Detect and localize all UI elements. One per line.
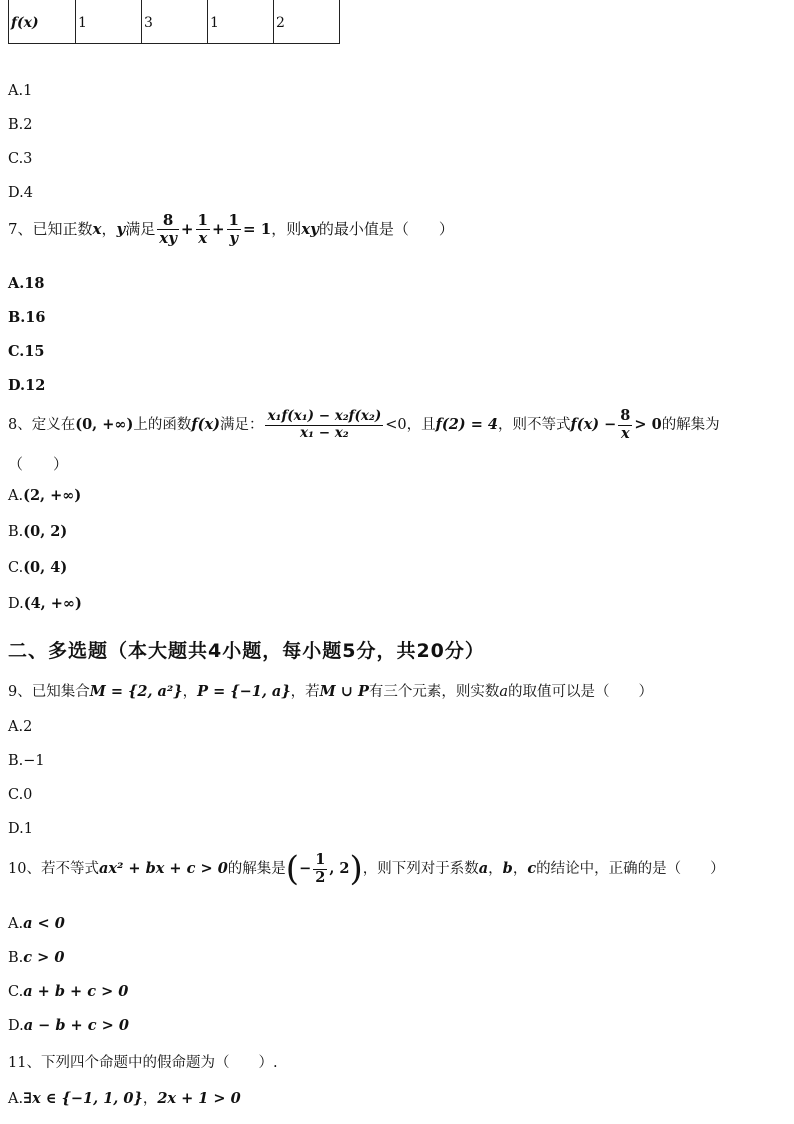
q10-text: ，则下列对于系数 — [362, 861, 479, 878]
q11-option-math: 2x + 1 > 0 — [157, 1090, 241, 1107]
q8-option-label: D. — [8, 596, 24, 612]
q8-option-b — [8, 523, 67, 540]
q8-fx: f(x) — [191, 416, 220, 434]
q7-frac-num: 1 — [228, 211, 239, 229]
q10-option-value: c > 0 — [23, 949, 65, 966]
q7-text: ，则 — [271, 219, 302, 238]
q10-option-value: a < 0 — [23, 915, 65, 932]
q8-fraction-2 — [618, 408, 632, 442]
q9-text: 9、已知集合 — [8, 684, 90, 700]
q11-option-label: A. — [8, 1091, 24, 1107]
q9-text: ， — [182, 684, 198, 700]
q8-option-label: A. — [8, 488, 24, 504]
q7-fraction — [227, 212, 241, 248]
q10-option-label: C. — [8, 984, 24, 1000]
q9-option-c: C.0 — [8, 787, 33, 803]
q8-option-label: C. — [8, 560, 24, 576]
q8-text: <0，且 — [385, 417, 436, 434]
q9-union: M ∪ P — [319, 683, 369, 700]
q8-option-d — [8, 595, 82, 612]
q7-text: ， — [101, 219, 117, 238]
q7-text: 满足 — [125, 219, 156, 238]
q9-set-p: P = {−1, a} — [197, 683, 291, 700]
q10-option-c — [8, 983, 128, 1000]
q10-var-a: a — [478, 860, 489, 878]
table-cell: 2 — [274, 0, 340, 44]
q7-option-c: C.15 — [8, 343, 45, 360]
q7-frac-den: xy — [159, 229, 177, 248]
q7-fraction — [157, 212, 179, 248]
q7-plus: + — [180, 219, 194, 238]
q9-var-a: a — [499, 684, 509, 700]
q9-text: ，若 — [290, 684, 320, 700]
q8-fraction — [265, 409, 383, 441]
q8-option-value: (4, +∞) — [23, 595, 82, 612]
q8-option-value: (0, 2) — [23, 523, 68, 540]
q9-option-d: D.1 — [8, 821, 33, 837]
q8-paren-line: （ ） — [8, 455, 69, 473]
q7-text: 7、已知正数 — [8, 219, 93, 238]
q8-option-a — [8, 487, 81, 504]
q10-minus: − — [299, 860, 312, 878]
q7-plus: + — [211, 219, 225, 238]
question-9-stem — [8, 680, 653, 701]
q9-text: 有三个元素，则实数 — [368, 684, 500, 700]
q10-var-c: c — [527, 860, 537, 878]
question-7-stem — [8, 212, 454, 248]
q7-frac-den: y — [229, 229, 239, 248]
q7-var-x: x — [92, 219, 102, 238]
q7-frac-num: 1 — [197, 211, 208, 229]
table-cell: f(x) — [9, 0, 76, 44]
q8-text: 的解集为 — [661, 417, 720, 434]
table-cell: 1 — [76, 0, 142, 44]
q6-option-a: A.1 — [8, 83, 33, 99]
q10-frac-num: 1 — [315, 851, 326, 868]
question-11-stem: 11、下列四个命题中的假命题为（ ）. — [8, 1055, 278, 1071]
q10-text: 的解集是 — [227, 861, 286, 878]
q8-text: 8、定义在 — [8, 417, 76, 434]
q10-option-value: a + b + c > 0 — [23, 983, 129, 1000]
q8-text: ，则不等式 — [497, 417, 571, 434]
q7-var-y: y — [116, 219, 126, 238]
q7-option-a: A.18 — [8, 275, 45, 292]
q8-ineq: > 0 — [634, 416, 662, 434]
q11-option-a — [8, 1087, 241, 1108]
section-heading: 二、多选题（本大题共4小题，每小题5分，共20分） — [8, 640, 485, 662]
q8-frac-num: x₁f(x₁) − x₂f(x₂) — [267, 408, 382, 425]
table-cell: 3 — [142, 0, 208, 44]
question-10-stem — [8, 849, 725, 890]
q10-fraction — [313, 852, 327, 886]
q7-frac-den: x — [198, 229, 208, 248]
q8-option-label: B. — [8, 524, 24, 540]
q9-set-m: M = {2, a²} — [89, 683, 183, 700]
q9-option-a: A.2 — [8, 719, 33, 735]
q10-var-b: b — [502, 860, 513, 878]
q10-text: 的结论中，正确的是（ ） — [536, 861, 725, 878]
q10-text: 10、若不等式 — [8, 861, 99, 878]
q10-option-b — [8, 949, 64, 966]
q8-text: 满足： — [219, 417, 264, 434]
q7-option-b: B.16 — [8, 309, 46, 326]
q10-option-label: B. — [8, 950, 24, 966]
q7-option-d: D.12 — [8, 377, 46, 394]
q8-frac-den: x — [621, 424, 630, 442]
q11-option-math: ∃x ∈ {−1, 1, 0} — [23, 1090, 143, 1107]
q7-frac-num: 8 — [157, 212, 179, 230]
q8-text: 上的函数 — [133, 417, 192, 434]
q6-option-c: C.3 — [8, 151, 33, 167]
q10-frac-den: 2 — [315, 868, 326, 886]
q8-interval: (0, +∞) — [75, 416, 134, 434]
function-table — [8, 0, 340, 44]
q8-frac-num: 8 — [620, 407, 631, 424]
q7-text: 的最小值是（ ） — [318, 219, 454, 238]
q9-option-b: B.−1 — [8, 753, 45, 769]
q10-option-a — [8, 915, 65, 932]
q10-option-d — [8, 1017, 129, 1034]
q8-option-value: (2, +∞) — [23, 487, 82, 504]
q10-option-value: a − b + c > 0 — [23, 1017, 129, 1034]
q10-left-paren: ( — [285, 849, 300, 890]
q7-fraction — [196, 212, 210, 248]
q6-option-d: D.4 — [8, 185, 33, 201]
q10-text: ， — [512, 861, 528, 878]
q8-frac-den: x₁ − x₂ — [300, 424, 349, 441]
q6-option-b: B.2 — [8, 117, 33, 133]
q8-f2: f(2) = 4 — [435, 416, 498, 434]
q10-option-label: D. — [8, 1018, 24, 1034]
q10-text: ， — [488, 861, 503, 878]
q8-option-c — [8, 559, 67, 576]
question-8-stem — [8, 408, 720, 442]
q7-equals: = 1 — [242, 219, 272, 238]
q10-right-paren: ) — [349, 849, 363, 890]
q7-var-xy: xy — [301, 219, 319, 238]
q10-option-label: A. — [8, 916, 24, 932]
q10-inequality: ax² + bx + c > 0 — [98, 860, 228, 878]
q9-text: 的取值可以是（ ） — [508, 684, 654, 700]
q10-interval-tail: , 2 — [329, 860, 350, 878]
q11-option-sep: ， — [142, 1091, 158, 1107]
q8-ineq: f(x) − — [570, 416, 617, 434]
table-cell: 1 — [208, 0, 274, 44]
q8-option-value: (0, 4) — [23, 559, 68, 576]
table-row — [9, 0, 340, 44]
